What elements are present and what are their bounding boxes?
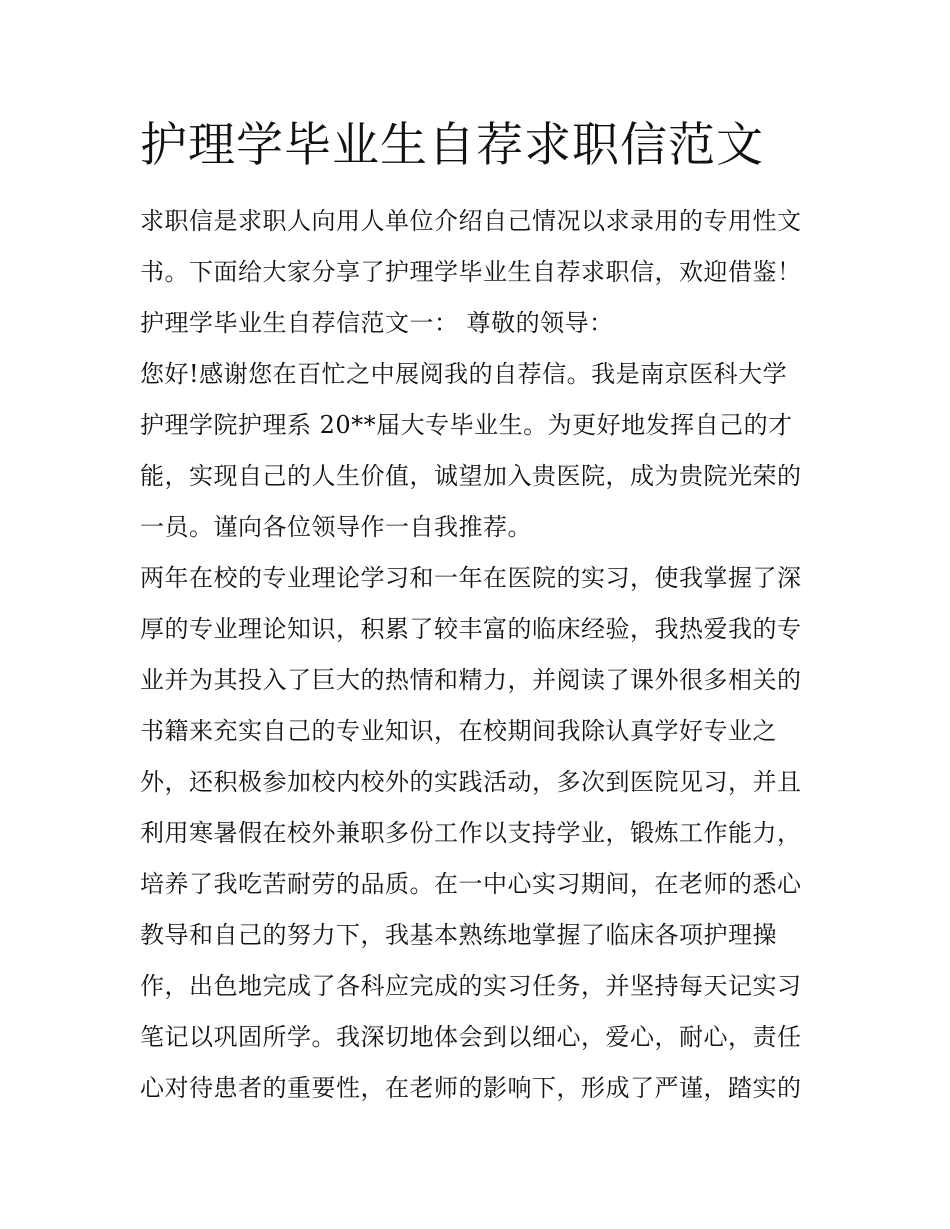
body-line: 教导和自己的努力下，我基本熟练地掌握了临床各项护理操 — [140, 921, 777, 949]
body-line: 厚的专业理论知识，积累了较丰富的临床经验，我热爱我的专 — [140, 615, 802, 643]
body-line: 能，实现自己的人生价值，诚望加入贵医院，成为贵院光荣的 — [140, 462, 802, 490]
body-line: 您好!感谢您在百忙之中展阅我的自荐信。我是南京医科大学 — [140, 360, 788, 388]
body-line: 心对待患者的重要性，在老师的影响下，形成了严谨，踏实的 — [140, 1074, 802, 1102]
body-line: 书。下面给大家分享了护理学毕业生自荐求职信，欢迎借鉴！ — [140, 258, 802, 286]
body-line: 一员。谨向各位领导作一自我推荐。 — [140, 513, 532, 541]
body-line: 外，还积极参加校内校外的实践活动，多次到医院见习，并且 — [140, 768, 802, 796]
body-line: 业并为其投入了巨大的热情和精力，并阅读了课外很多相关的 — [140, 666, 802, 694]
body-line: 利用寒暑假在校外兼职多份工作以支持学业，锻炼工作能力， — [140, 819, 802, 847]
body-line: 笔记以巩固所学。我深切地体会到以细心，爱心，耐心，责任 — [140, 1023, 802, 1051]
body-line: 护理学院护理系 20**届大专毕业生。为更好地发挥自己的才 — [140, 411, 793, 439]
document-title: 护理学毕业生自荐求职信范文 — [140, 118, 764, 173]
body-line: 书籍来充实自己的专业知识，在校期间我除认真学好专业之 — [140, 717, 777, 745]
body-line: 作，出色地完成了各科应完成的实习任务，并坚持每天记实习 — [140, 972, 802, 1000]
body-line: 培养了我吃苦耐劳的品质。在一中心实习期间，在老师的悉心 — [140, 870, 802, 898]
body-line: 求职信是求职人向用人单位介绍自己情况以求录用的专用性文 — [140, 207, 802, 235]
body-line: 护理学毕业生自荐信范文一： 尊敬的领导： — [140, 309, 614, 337]
body-line: 两年在校的专业理论学习和一年在医院的实习，使我掌握了深 — [140, 564, 802, 592]
